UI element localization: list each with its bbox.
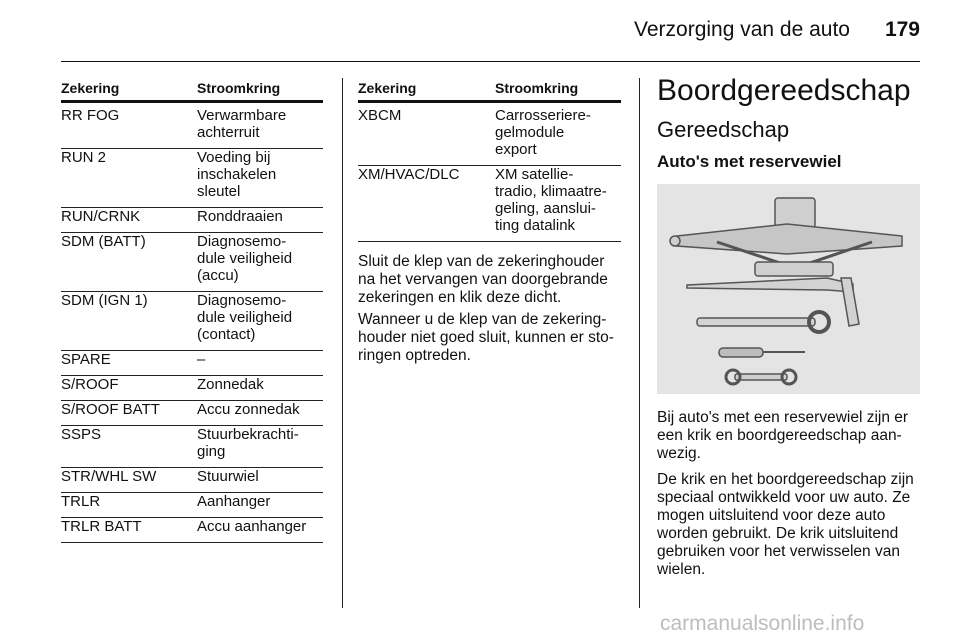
circuit-cell [495, 166, 607, 234]
circuit-line: tradio, klimaatre- [495, 183, 607, 200]
circuit-line: Accu aanhanger [197, 518, 307, 535]
fuse-cell: SDM (BATT) [61, 233, 146, 250]
circuit-cell [197, 376, 264, 393]
table-row [61, 107, 323, 149]
fuse-cell: RUN/CRNK [61, 208, 141, 225]
col-header-circuit: Stroomkring [197, 80, 281, 96]
table-row [61, 233, 323, 292]
fuse-cell: RR FOG [61, 107, 120, 124]
text-line: Wanneer u de klep van de zekering- [358, 311, 607, 328]
circuit-line: ting datalink [495, 217, 576, 234]
heading-boordgereedschap: Boordgereedschap [657, 74, 911, 107]
text-line: een krik en boordgereedschap aan- [657, 427, 902, 444]
paragraph-spare-wheel [657, 409, 925, 463]
table-row [61, 376, 323, 401]
text-line: Sluit de klep van de zekeringhouder [358, 253, 605, 270]
circuit-cell [197, 233, 292, 284]
table-row [358, 107, 621, 166]
text-line: speciaal ontwikkeld voor uw auto. Ze [657, 489, 911, 506]
table-row [61, 149, 323, 208]
circuit-line: – [197, 351, 206, 368]
circuit-line: Ronddraaien [197, 208, 283, 225]
circuit-line: Zonnedak [197, 376, 264, 393]
table-row [61, 493, 323, 518]
table-body [358, 107, 621, 242]
watermark: carmanualsonline.info [660, 612, 865, 635]
heading-spare-wheel: Auto's met reservewiel [657, 152, 842, 171]
circuit-line: gelmodule [495, 124, 565, 141]
towing-eye-icon [697, 312, 829, 332]
col-header-fuse: Zekering [358, 80, 417, 96]
table-row [61, 426, 323, 468]
circuit-line: (accu) [197, 267, 239, 284]
row-divider [358, 241, 621, 242]
col-header-fuse: Zekering [61, 80, 120, 96]
circuit-cell [197, 292, 292, 343]
table-row [61, 292, 323, 351]
fuse-cell: XBCM [358, 107, 402, 124]
circuit-line: ging [197, 443, 226, 460]
circuit-line: Carrosseriere- [495, 107, 591, 124]
circuit-line: sleutel [197, 183, 241, 200]
table-row [61, 208, 323, 233]
text-line: mogen uitsluitend voor deze auto [657, 507, 886, 524]
circuit-line: geling, aanslui- [495, 200, 596, 217]
table-row [61, 518, 323, 543]
header-underline [61, 100, 323, 103]
circuit-line: achterruit [197, 124, 260, 141]
paragraph-close-cover [358, 253, 628, 307]
text-line: na het vervangen van doorgebrande [358, 271, 608, 288]
fuse-cell: SPARE [61, 351, 111, 368]
circuit-line: XM satellie- [495, 166, 574, 183]
circuit-line: dule veiligheid [197, 309, 293, 326]
header-rule [61, 61, 920, 62]
table-row [61, 468, 323, 493]
fuse-cell: S/ROOF [61, 376, 119, 393]
circuit-cell [197, 401, 300, 418]
circuit-cell [197, 149, 276, 200]
fuse-cell: STR/WHL SW [61, 468, 157, 485]
circuit-cell [197, 208, 283, 225]
text-line: ringen optreden. [358, 347, 471, 364]
circuit-line: (contact) [197, 326, 256, 343]
screwdriver-icon [719, 348, 805, 357]
circuit-cell [197, 107, 286, 141]
page-number: 179 [884, 18, 920, 41]
column-divider-2 [639, 78, 640, 608]
car-jack-icon [670, 198, 902, 276]
text-line: zekeringen en klik deze dicht. [358, 289, 562, 306]
text-line: wezig. [657, 445, 701, 462]
fuse-cell: S/ROOF BATT [61, 401, 160, 418]
circuit-line: Accu zonnedak [197, 401, 300, 418]
circuit-line: inschakelen [197, 166, 277, 183]
text-line: wielen. [657, 561, 706, 578]
fuse-cell: RUN 2 [61, 149, 107, 166]
fuse-cell: XM/HVAC/DLC [358, 166, 460, 183]
paragraph-warning [358, 311, 633, 365]
text-line: worden gebruikt. De krik uitsluitend [657, 525, 899, 542]
fuse-cell: TRLR BATT [61, 518, 142, 535]
circuit-line: Voeding bij [197, 149, 271, 166]
column-divider-1 [342, 78, 343, 608]
paragraph-jack-usage [657, 471, 927, 579]
circuit-line: Aanhanger [197, 493, 271, 510]
table-body [61, 107, 323, 543]
text-line: houder niet goed sluit, kunnen er sto- [358, 329, 614, 346]
text-line: De krik en het boordgereedschap zijn [657, 471, 914, 488]
col-header-circuit: Stroomkring [495, 80, 579, 96]
fuse-cell: SSPS [61, 426, 102, 443]
tool-kit-illustration [657, 184, 920, 394]
table-row [61, 401, 323, 426]
circuit-cell [197, 351, 205, 368]
row-divider [61, 542, 323, 543]
heading-gereedschap: Gereedschap [657, 117, 790, 142]
circuit-cell [197, 426, 299, 460]
text-line: gebruiken voor het verwisselen van [657, 543, 900, 560]
fuse-cell: TRLR [61, 493, 101, 510]
table-row [358, 166, 621, 242]
spanner-icon [726, 370, 796, 384]
header-title: Verzorging van de auto [634, 18, 850, 41]
circuit-cell [197, 518, 306, 535]
circuit-line: Stuurwiel [197, 468, 259, 485]
circuit-cell [495, 107, 591, 158]
header-underline [358, 100, 621, 103]
circuit-line: Stuurbekrachti- [197, 426, 299, 443]
circuit-line: dule veiligheid [197, 250, 293, 267]
text-line: Bij auto's met een reservewiel zijn er [657, 409, 909, 426]
circuit-line: Verwarmbare [197, 107, 287, 124]
fuse-cell: SDM (IGN 1) [61, 292, 148, 309]
circuit-line: Diagnosemo- [197, 233, 287, 250]
circuit-line: Diagnosemo- [197, 292, 287, 309]
circuit-cell [197, 468, 259, 485]
circuit-line: export [495, 141, 537, 158]
table-row [61, 351, 323, 376]
circuit-cell [197, 493, 270, 510]
